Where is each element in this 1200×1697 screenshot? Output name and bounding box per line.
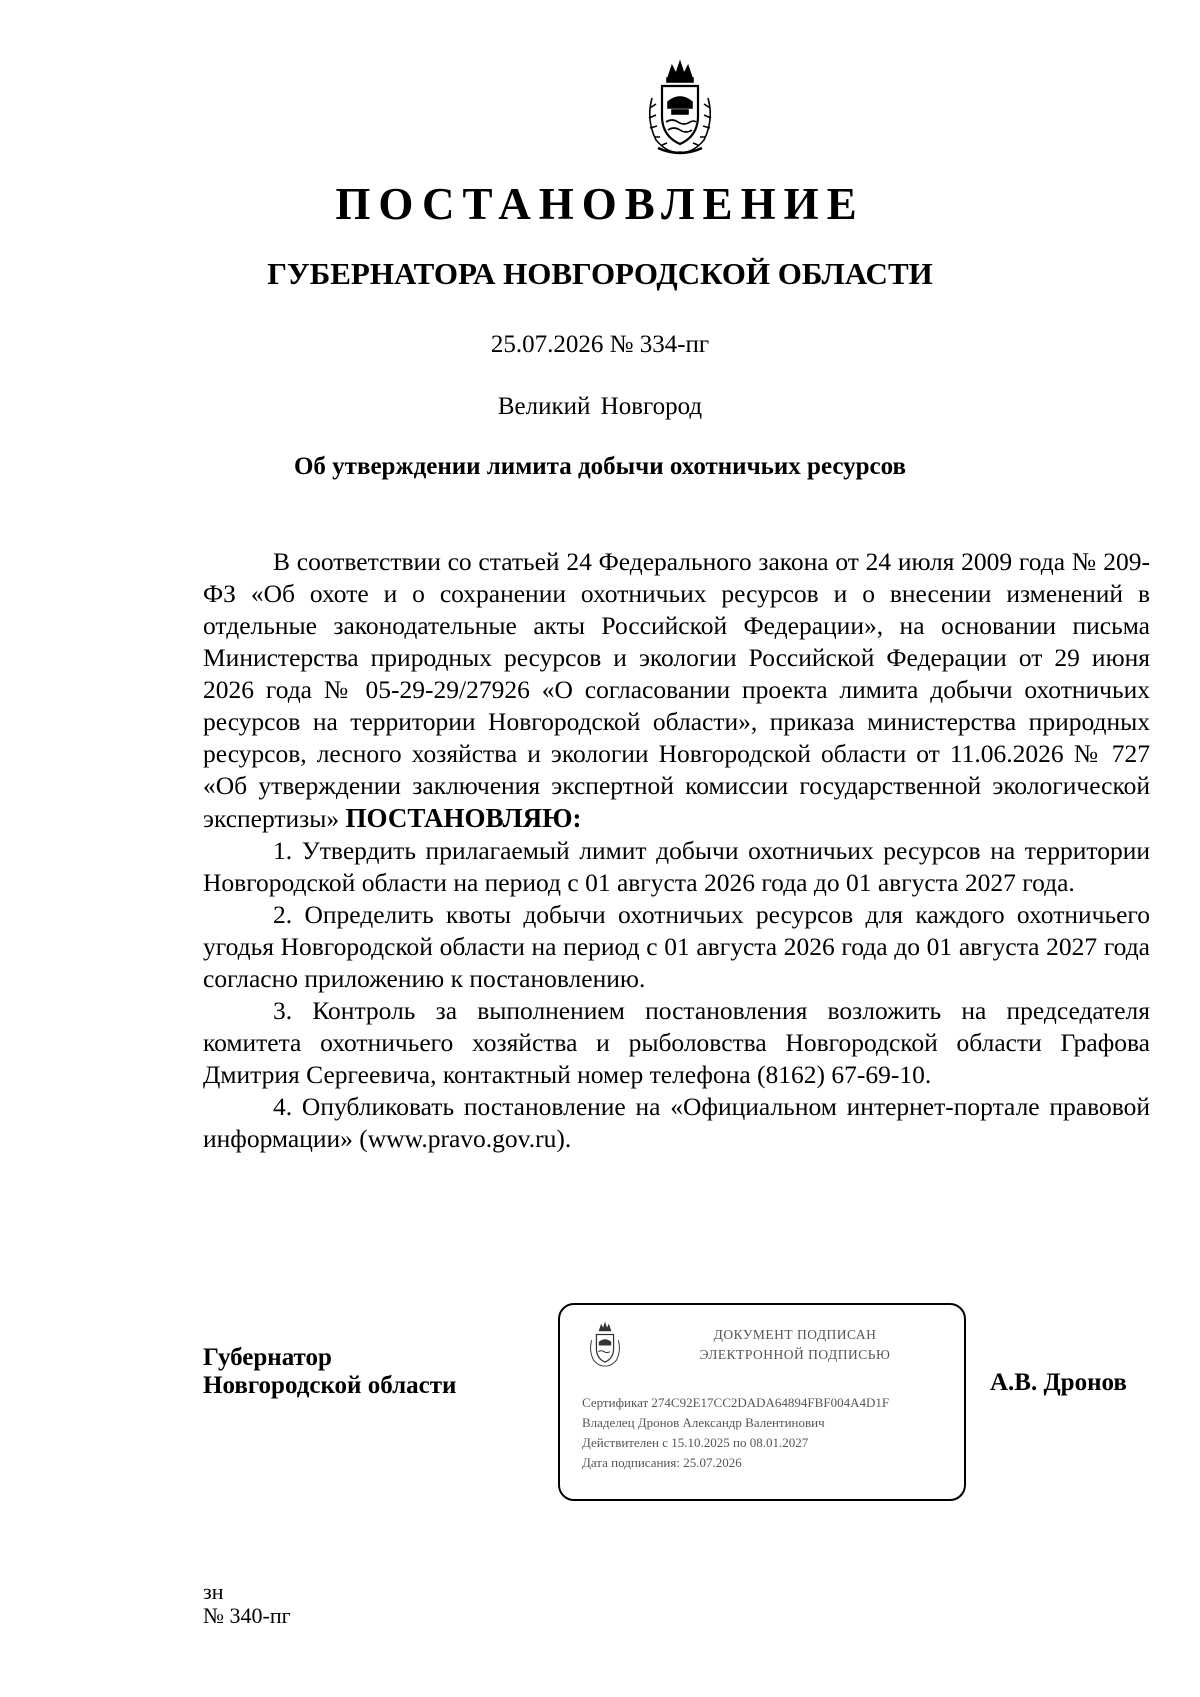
stamp-details [582,1393,957,1473]
electronic-signature-stamp [558,1303,966,1501]
stamp-heading-line: ЭЛЕКТРОННОЙ ПОДПИСЬЮ [699,1347,891,1362]
preamble-text: В соответствии со статьей 24 Федерального закона от 24 июля 2009 года № 209-ФЗ «Об охоте и о сохранении охотничьих ресурсов и о внесении изменений в отдельные законодательные акты Российской Федерации», на основании письма Министерства природных ресурсов и экологии Российской Федерации от 29 июня 2026 года № 05-29-29/27926 «О согласовании проекта лимита добычи охотничьих ресурсов на территории Новгородской области», приказа министерства природных ресурсов, лесного хозяйства и экологии Новгородской области от 11.06.2026 № 727 «Об утверждении заключения экспертной комиссии государственной экологической экспертизы» [203,547,1150,833]
certificate-owner: Владелец Дронов Александр Валентинович [582,1415,825,1430]
issuer-title: ГУБЕРНАТОРА НОВГОРОДСКОЙ ОБЛАСТИ [267,256,933,291]
item-paragraph: 4. Опубликовать постановление на «Официальном интернет-портале правовой информации» (www.pravo.gov.ru). [203,1092,1150,1153]
decree-word: ПОСТАНОВЛЯЮ: [345,803,582,833]
footer-code [203,1580,291,1628]
signer-position [203,1344,523,1400]
city: Великий Новгород [497,393,703,420]
document-subject: Об утверждении лимита добычи охотничьих ресурсов [293,453,907,480]
certificate-number: Сертификат 274C92E17CC2DADA64894FBF004A4D1F [582,1395,890,1410]
date-and-number: 25.07.2026 № 334-пг [490,331,710,358]
document-title: ПОСТАНОВЛЕНИЕ [335,179,865,229]
document-body [203,546,1150,1155]
footer-number: № 340-пг [203,1603,291,1628]
signing-date: Дата подписания: 25.07.2026 [582,1455,742,1470]
signer-position-line: Новгородской области [203,1372,457,1399]
coat-of-arms-icon [585,1321,625,1369]
stamp-heading-line: ДОКУМЕНТ ПОДПИСАН [713,1327,877,1342]
footer-initials: зн [203,1579,224,1604]
stamp-heading [650,1325,940,1365]
signer-name: А.В. Дронов [990,1369,1127,1396]
signer-position-line: Губернатор [203,1344,332,1371]
item-paragraph: 2. Определить квоты добычи охотничьих ресурсов для каждого охотничьего угодья Новгородской области на период с 01 августа 2026 года до 01 августа 2027 года согласно приложению к постановлению. [203,900,1150,993]
preamble-paragraph [203,546,1150,835]
certificate-validity: Действителен с 15.10.2025 по 08.01.2027 [582,1435,809,1450]
coat-of-arms-icon [638,58,722,158]
item-paragraph: 1. Утвердить прилагаемый лимит добычи охотничьих ресурсов на территории Новгородской области на период с 01 августа 2026 года до 01 августа 2027 года. [203,836,1150,897]
item-paragraph: 3. Контроль за выполнением постановления возложить на председателя комитета охотничьего хозяйства и рыболовства Новгородской области Графова Дмитрия Сергеевича, контактный номер телефона (8162) 67-69-10. [203,996,1150,1089]
